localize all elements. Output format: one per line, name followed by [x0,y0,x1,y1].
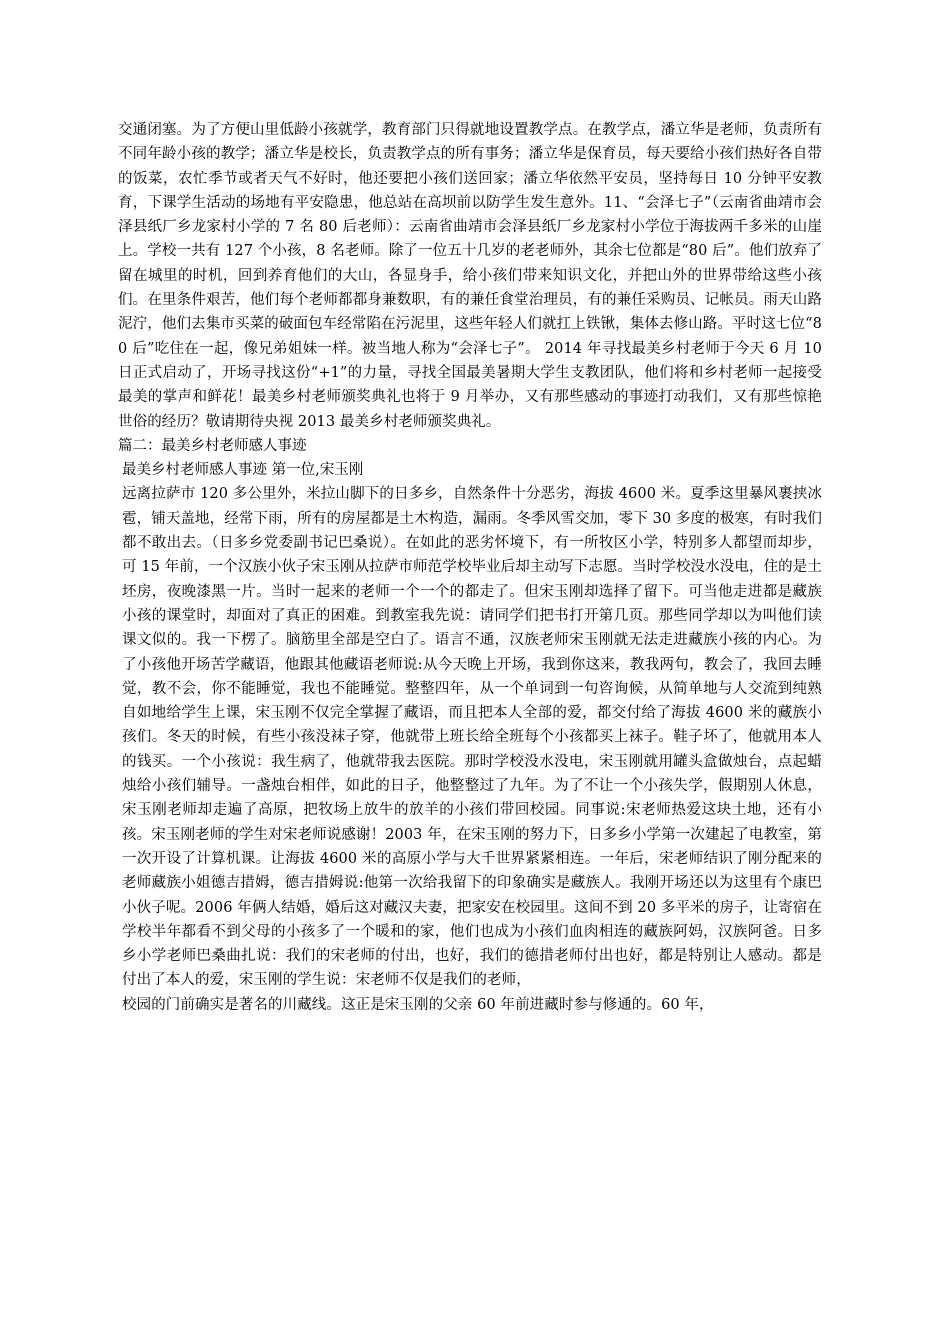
body-paragraph: 交通闭塞。为了方便山里低龄小孩就学，教育部门只得就地设置教学点。在教学点，潘立华是老师，负责所有不同年龄小孩的教学；潘立华是校长，负责教学点的所有事务；潘立华是保育员，每天要给小孩们热好各自带的饭菜，农忙季节或者天气不好时，他还要把小孩们送回家；潘立华依然平安员，坚持每日 10 分钟平安教育，下课学生活动的场地有平安隐患，他总站在高坝前以防学生发生意外。11、“会泽七子”（云南省曲靖市会泽县纸厂乡龙家村小学的 7 名 80 后老师）：云南省曲靖市会泽县纸厂乡龙家村小学位于海拔两千多米的山崖上。学校一共有 127 个小孩，8 名老师。除了一位五十几岁的老老师外，其余七位都是“80 后”。他们放弃了留在城里的时机，回到养育他们的大山，各显身手，给小孩们带来知识文化，并把山外的世界带给这些小孩们。在里条件艰苦，他们每个老师都都身兼数职，有的兼任食堂治理员，有的兼任采购员、记帐员。雨天山路泥泞，他们去集市买菜的破面包车经常陷在污泥里，这些年轻人们就扛上铁锹，集体去修山路。平时这七位“80 后”吃住在一起，像兄弟姐妹一样。被当地人称为“会泽七子”。 2014 年寻找最美乡村老师于今天 6 月 10 日正式启动了，开场寻找这份“+1”的力量，寻找全国最美暑期大学生支教团队，他们将和乡村老师一起接受最美的掌声和鲜花！最美乡村老师颁奖典礼也将于 9 月举办，又有那些感动的事迹打动我们，又有那些惊艳世俗的经历？敬请期待央视 2013 最美乡村老师颁奖典礼。 [118,122,822,430]
document-page [118,118,822,1017]
subheading: 最美乡村老师感人事迹 第一位,宋玉刚 [122,462,364,479]
body-paragraph: 校园的门前确实是著名的川藏线。这正是宋玉刚的父亲 60 年前进藏时参与修通的。60 年， [122,996,714,1013]
section-heading: 篇二：最美乡村老师感人事迹 [118,437,307,454]
body-paragraph: 远离拉萨市 120 多公里外，米拉山脚下的日多乡，自然条件十分恶劣，海拔 4600 米。夏季这里暴风裹挟冰雹，铺天盖地，经常下雨，所有的房屋都是土木构造，漏雨。冬季风雪交加，零下 30 多度的极寒，有时我们都不敢出去。（日多乡党委副书记巴桑说）。在如此的恶劣怀境下，有一所牧区小学，特别多人都望而却步，可 15 年前，一个汉族小伙子宋玉刚从拉萨市师范学校毕业后却主动写下志愿。当时学校没水没电，住的是土坯房，夜晚漆黑一片。当时一起来的老师一个一个的都走了。但宋玉刚却选择了留下。可当他走进都是藏族小孩的课堂时，却面对了真正的困难。到教室我先说：请同学们把书打开第几页。那些同学却以为叫他们读课文似的。我一下楞了。脑筋里全部是空白了。语言不通，汉族老师宋玉刚就无法走进藏族小孩的内心。为了小孩他开场苦学藏语，他跟其他藏语老师说:从今天晚上开场，我到你这来，教我两句，教会了，我回去睡觉，教不会，你不能睡觉，我也不能睡觉。整整四年，从一个单词到一句咨询候，从简单地与人交流到纯熟自如地给学生上课，宋玉刚不仅完全掌握了藏语，而且把本人全部的爱，都交付给了海拔 4600 米的藏族小孩们。冬天的时候，有些小孩没袜子穿，他就带上班长给全班每个小孩都买上袜子。鞋子坏了，他就用本人的钱买。一个小孩说：我生病了，他就带我去医院。那时学校没水没电，宋玉刚就用罐头盒做烛台，点起蜡烛给小孩们辅导。一盏烛台相伴，如此的日子，他整整过了九年。为了不让一个小孩失学，假期别人休息，宋玉刚老师却走遍了高原，把牧场上放牛的放羊的小孩们带回校园。同事说:宋老师热爱这块土地，还有小孩。宋玉刚老师的学生对宋老师说感谢！2003 年，在宋玉刚的努力下，日多乡小学第一次建起了电教室，第一次开设了计算机课。让海拔 4600 米的高原小学与大千世界紧紧相连。一年后，宋老师结识了刚分配来的老师藏族小姐德吉措姆，德吉措姆说:他第一次给我留下的印象确实是藏族人。我刚开场还以为这里有个康巴小伙子呢。2006 年俩人结婚，婚后这对藏汉夫妻，把家安在校园里。这间不到 20 多平米的房子，让寄宿在学校半年都看不到父母的小孩多了一个暖和的家，他们也成为小孩们血肉相连的藏族阿妈，汉族阿爸。日多乡小学老师巴桑曲扎说：我们的宋老师的付出，也好，我们的德措老师付出也好，都是特别让人感动。都是付出了本人的爱，宋玉刚的学生说：宋老师不仅是我们的老师， [122,486,823,989]
